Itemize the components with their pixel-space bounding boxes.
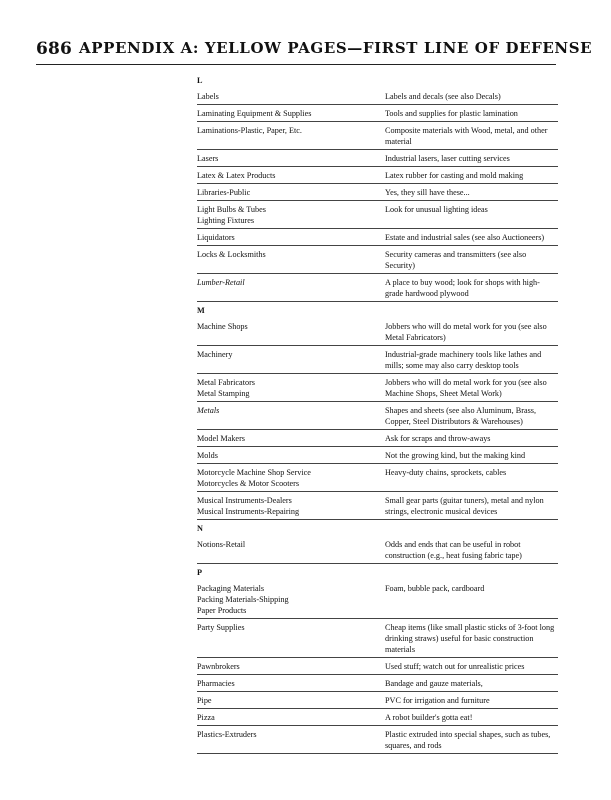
category-cell [197, 91, 385, 102]
table-row [197, 658, 558, 675]
description-cell: PVC for irrigation and furniture [385, 696, 490, 705]
description-cell: Composite materials with Wood, metal, and other material [385, 126, 548, 146]
table-row [197, 675, 558, 692]
category-cell [197, 539, 385, 561]
description-cell: Cheap items (like small plastic sticks of 3-foot long drinking straws) useful for basic construction materials [385, 623, 555, 654]
table-row [197, 692, 558, 709]
category-cell [197, 622, 385, 655]
description-cell: Yes, they sill have these... [385, 188, 470, 197]
table-row [197, 150, 558, 167]
category-label: Machinery [197, 350, 233, 359]
table-row [197, 122, 558, 150]
table-row [197, 402, 558, 430]
description-cell: Look for unusual lighting ideas [385, 205, 488, 214]
category-cell [197, 583, 385, 616]
category-cell [197, 495, 385, 517]
page-title-text: APPENDIX A: YELLOW PAGES—FIRST LINE OF DEFENSE [79, 39, 593, 57]
table-row [197, 374, 558, 402]
category-label: Lasers [197, 154, 219, 163]
category-cell [197, 433, 385, 444]
category-cell [197, 349, 385, 371]
category-cell [197, 678, 385, 689]
category-cell [197, 153, 385, 164]
description-cell: Ask for scraps and throw-aways [385, 434, 491, 443]
table-row [197, 274, 558, 302]
category-label: Motorcycles & Motor Scooters [197, 479, 300, 488]
description-cell: Not the growing kind, but the making kind [385, 451, 526, 460]
category-label: Libraries-Public [197, 188, 251, 197]
category-label: Packaging Materials [197, 584, 265, 593]
page-title [79, 39, 592, 57]
category-label: Plastics-Extruders [197, 730, 257, 739]
category-label: Latex & Latex Products [197, 171, 276, 180]
table-row [197, 229, 558, 246]
category-label: Laminations-Plastic, Paper, Etc. [197, 126, 302, 135]
category-label: Pizza [197, 713, 215, 722]
category-cell [197, 187, 385, 198]
category-label: Lighting Fixtures [197, 216, 255, 225]
category-label: Packing Materials-Shipping [197, 595, 289, 604]
description-cell: Small gear parts (guitar tuners), metal and nylon strings, electronic musical devices [385, 496, 544, 516]
table-row [197, 167, 558, 184]
description-cell: Odds and ends that can be useful in robot construction (e.g., heat fusing fabric tape) [385, 540, 522, 560]
description-cell: Plastic extruded into special shapes, such as tubes, squares, and rods [385, 730, 551, 750]
table-row [197, 318, 558, 346]
description-cell: A robot builder's gotta eat! [385, 713, 473, 722]
category-cell [197, 232, 385, 243]
category-label: Musical Instruments-Dealers [197, 496, 292, 505]
category-cell [197, 277, 385, 299]
description-cell: Shapes and sheets (see also Aluminum, Brass, Copper, Steel Distributors & Warehouses) [385, 406, 536, 426]
description-cell: Industrial-grade machinery tools like lathes and mills; some may also carry desktop tools [385, 350, 542, 370]
section-heading: P [197, 568, 203, 577]
table-row [197, 201, 558, 229]
description-cell: Bandage and gauze materials, [385, 679, 483, 688]
category-cell [197, 321, 385, 343]
description-cell: Jobbers who will do metal work for you (see also Machine Shops, Sheet Metal Work) [385, 378, 547, 398]
category-label: Notions-Retail [197, 540, 246, 549]
category-label: Musical Instruments-Repairing [197, 507, 300, 516]
table-row [197, 536, 558, 564]
category-cell [197, 695, 385, 706]
directory-table [197, 72, 558, 754]
table-row [197, 580, 558, 619]
description-cell: Foam, bubble pack, cardboard [385, 584, 485, 593]
category-cell [197, 661, 385, 672]
table-row [197, 105, 558, 122]
category-label: Lumber-Retail [197, 278, 245, 287]
table-row [197, 464, 558, 492]
description-cell: Security cameras and transmitters (see also Security) [385, 250, 527, 270]
category-label: Motorcycle Machine Shop Service [197, 468, 311, 477]
header-rule [36, 64, 556, 65]
description-cell: Estate and industrial sales (see also Auctioneers) [385, 233, 545, 242]
table-row [197, 492, 558, 520]
category-cell [197, 467, 385, 489]
section-heading: M [197, 306, 205, 315]
table-row [197, 88, 558, 105]
description-cell: Jobbers who will do metal work for you (see also Metal Fabricators) [385, 322, 547, 342]
category-cell [197, 405, 385, 427]
table-row [197, 246, 558, 274]
section-heading: L [197, 76, 203, 85]
table-row [197, 619, 558, 658]
category-label: Party Supplies [197, 623, 245, 632]
description-cell: A place to buy wood; look for shops with high-grade hardwood plywood [385, 278, 540, 298]
description-cell: Latex rubber for casting and mold making [385, 171, 524, 180]
category-label: Pawnbrokers [197, 662, 240, 671]
category-label: Metal Fabricators [197, 378, 255, 387]
category-cell [197, 712, 385, 723]
category-label: Metals [197, 406, 220, 415]
category-label: Model Makers [197, 434, 245, 443]
category-label: Molds [197, 451, 218, 460]
page-number: 686 [36, 39, 73, 59]
category-label: Labels [197, 92, 219, 101]
table-row [197, 346, 558, 374]
category-cell [197, 108, 385, 119]
category-cell [197, 170, 385, 181]
description-cell: Tools and supplies for plastic lamination [385, 109, 518, 118]
table-row [197, 709, 558, 726]
table-row [197, 184, 558, 201]
category-label: Pipe [197, 696, 212, 705]
page-header [36, 37, 593, 65]
category-label: Pharmacies [197, 679, 235, 688]
description-cell: Industrial lasers, laser cutting services [385, 154, 510, 163]
category-cell [197, 377, 385, 399]
category-cell [197, 450, 385, 461]
category-label: Machine Shops [197, 322, 248, 331]
section-heading: N [197, 524, 203, 533]
category-label: Metal Stamping [197, 389, 250, 398]
category-cell [197, 125, 385, 147]
category-cell [197, 249, 385, 271]
category-cell [197, 729, 385, 751]
category-label: Locks & Locksmiths [197, 250, 266, 259]
description-cell: Used stuff; watch out for unrealistic prices [385, 662, 525, 671]
description-cell: Heavy-duty chains, sprockets, cables [385, 468, 507, 477]
table-row [197, 726, 558, 754]
category-label: Liquidators [197, 233, 235, 242]
category-label: Light Bulbs & Tubes [197, 205, 266, 214]
table-row [197, 447, 558, 464]
table-row [197, 430, 558, 447]
description-cell: Labels and decals (see also Decals) [385, 92, 501, 101]
category-cell [197, 204, 385, 226]
category-label: Paper Products [197, 606, 247, 615]
category-label: Laminating Equipment & Supplies [197, 109, 312, 118]
